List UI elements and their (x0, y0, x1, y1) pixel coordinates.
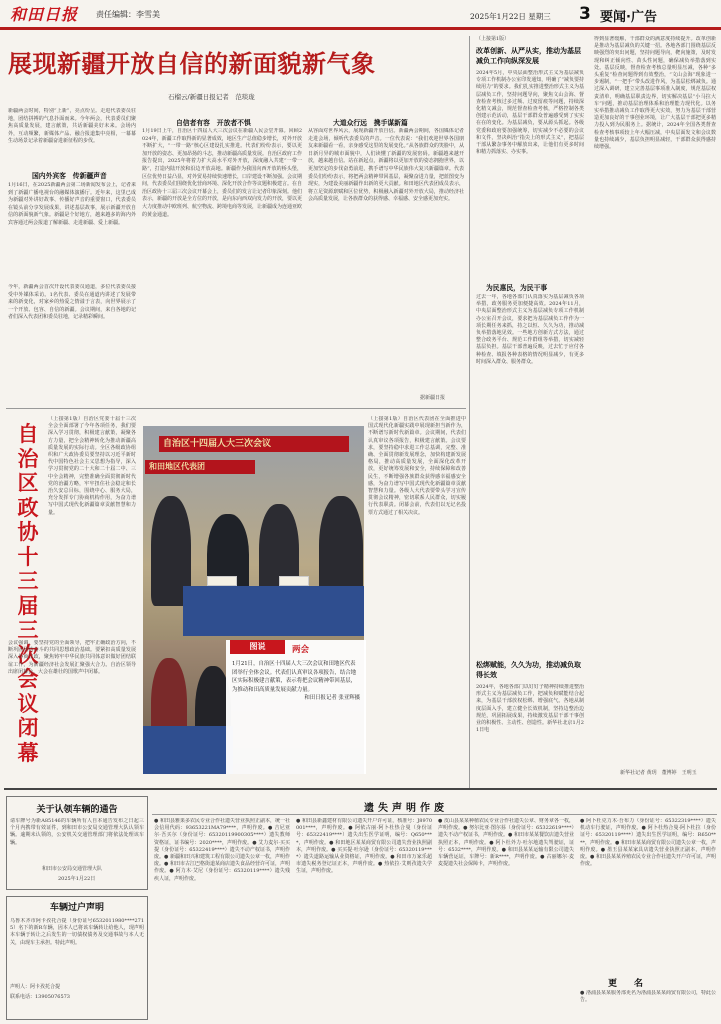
photo-caption (232, 660, 360, 703)
right-credit: 新华社记者 黄玥 董博婷 王明玉 (620, 770, 697, 776)
vertical-title: 自治区政协十三届三次会议闭幕 (17, 422, 39, 765)
lost-notice-col3: ● 皮山县某某种植农民专业合作社遗失公章、财务章各一枚，声明作废。● 努尔比亚·图尔荪（身份证号：65322619****）遗失不动产权证书，声明作废。● 和田市某某餐饮店遗失营业执照正本，声明作废。● 阿卜杜外力·吐尔地遗失驾驶证，证号：6532****，声明作废。● 和田县某某运输有限公司遗失车辆营运证，车牌号：新R****，声明作废。● 古丽娜尔·麦麦提遗失社会保障卡，声明作废。 (438, 818, 574, 868)
caption-tag: 图说 (230, 640, 285, 654)
caption-tag-title: 两会 (292, 645, 310, 655)
section-divider (6, 408, 466, 409)
lost-notice-col1: ● 和田县雅果多农民专业合作社遗失营业执照正副本，统一社会信用代码：93653221MA79****，声明作废。● 吉尼亚尔·吾买尔（身份证号：65320119900305****）遗失教师资格证，证书编号：2020****，声明作废。● 艾力麦尔·买买提（身份证号：65322419****）遗失不动产权证书，声明作废。● 新疆和田兴和建筑工程有限公司遗失公章一枚，声明作废。● 和田市古江巴格街道某商店遗失食品经营许可证，声明作废。● 阿力木·艾尼（身份证号：65320119****）遗失残疾人证，声明作废。 (154, 818, 290, 882)
car-notice-text: 请车牌号为新A85146的车辆所有人自本通告发布之日起三个月内携带有效证件，到和田市公安局交通管理大队认领车辆。逾期未认领的，公安机关交通管理部门将依法处理该车辆。 (10, 818, 144, 846)
transfer-notice-text: 乌鲁木齐市阿卡孜托合提（身份证号6532011980****2715）名下的新R车辆，因本人已将该车辆转让给他人，现声明本车辆于转让之后发生的一切债权债务及交通事故与本人无关，由现车主承担。特此声明。 (10, 918, 144, 946)
cppcc-article-body: 会议强调，要坚持党的全面领导，把牢正确政治方向，不断巩固团结奋斗的共同思想政治基础。要紧扣高质量发展深入协商议政，聚焦铸牢中华民族共同体意识做好团结联谊工作，为新疆经济社会发展汇聚强大合力。自治区领导出席闭幕会。大会在雄壮的国歌声中闭幕。 (8, 640, 136, 675)
car-notice-sign: 和田市公安局交通管理大队 (42, 866, 103, 872)
subheading-1: 国内外宾客 传新疆声音 (32, 172, 107, 180)
newspaper-logo[interactable]: 和田日报 (10, 5, 79, 24)
cppcc-article-intro: （上接第1版）自治区党委十届十三次全会全面部署了今年各项任务，我们要深入学习贯彻，积极建言献策，凝聚各方力量，把全会精神转化为推动新疆高质量发展的实际行动。全区各级政协组织和广大政协委员要坚持以习近平新时代中国特色社会主义思想为指导，深入学习贯彻党的二十大和二十届二中、三中全会精神，完整准确全面贯彻新时代党的治疆方略，牢牢扭住社会稳定和长治久安总目标，围绕中心、服务大局，充分发挥专门协商机构作用，为奋力谱写中国式现代化新疆篇章贡献智慧和力量。 (48, 416, 136, 516)
ad-divider (4, 788, 717, 790)
meeting-table (143, 726, 233, 774)
transfer-notice-sign: 声明人：阿卡孜托合提 (10, 984, 61, 990)
article-source: 据新疆日报 (420, 395, 446, 401)
page-number: 3 (579, 4, 591, 24)
car-notice-date: 2025年1月22日 (58, 876, 96, 882)
transfer-notice-title: 车辆过户声明 (49, 903, 104, 913)
delegation-article: （上接第1版）自治区代表团在全面推进中国式现代化新疆实践中展现新担当新作为，不断谱写新时代新篇章。会议期间，代表们认真审议各项报告，积极建言献策。会议要求，要坚持稳中求进工作总基调，完整、准确、全面贯彻新发展理念，加快构建新发展格局，推动高质量发展，全面深化改革开放，更好统筹发展和安全，持续保障和改善民生，不断增强各族群众获得感幸福感安全感，为奋力谱写中国式现代化新疆篇章贡献智慧和力量。各级人大代表要带头学习宣传贯彻会议精神，密切联系人民群众，切实履行代表职责。闭幕会前，代表们以无记名投票方式通过了相关决议。 (368, 416, 466, 516)
masthead (0, 0, 721, 30)
continued-from: （上接第1版） (476, 36, 510, 42)
photo-banner-1: 自治区十四届人大三次会议 (159, 436, 349, 452)
name-placard (279, 576, 309, 586)
caption-body: 1月21日，自治区十四届人大三次会议和田地区代表团举行全体会议。代表们认真审议各项报告，结合地区实际积极建言献策，表示将把会议精神带回基层，为推动和田高质量发展贡献力量。 (232, 661, 356, 693)
lost-notice-col4: ● 阿卜杜克力木·吾布力（身份证号：65322319****）遗失机动车行驶证，声明作废。● 阿卜杜热合曼·阿卜杜拉（身份证号：65320119****）遗失出生医学证明，编号：R650****，声明作废。● 和田市某某商贸有限公司遗失公章一枚，声明作废。● 墨玉县某某家具店遗失营业执照正副本，声明作废。● 和田县某某养殖农民专业合作社遗失开户许可证，声明作废。 (580, 818, 716, 868)
responsible-editor: 责任编辑：李雪美 (96, 10, 160, 19)
lost-notice-title: 遗失声明作废 (364, 803, 448, 814)
column-divider (469, 36, 470, 788)
meeting-table (183, 586, 364, 636)
article-col1-bottom: 今年，新疆两会首次开设代表委员通道，多位代表委员接受中外媒体采访。1名代表、委员在通道内讲述了发展带来的新变化，对家乡的热爱之情溢于言表，向世界展示了一个开放、包容、自信的新疆。会议期间，来自各地的记者们深入代表团和委员驻地，记录精彩瞬间。 (8, 284, 136, 321)
article-col1-top: 新疆两会时间，特别“上新”，亮点纷呈。走进代表委员驻地，团结拼搏的气息扑面而来。今年两会，代表委员们聚焦高质量发展，建言献策，共话新疆美好未来。会场内外，互动频繁，新媒体产品、融合报道集中亮相，一幕幕生动场景记录着新疆奋进新征程的步伐。 (8, 108, 136, 145)
rename-notice-title: 更 名 (608, 979, 648, 989)
rename-notice-text: ● 洛浦县某某服务部更名为洛浦县某某商贸有限公司，特此公告。 (580, 990, 716, 1004)
subheading-3: 大道众行远 携手谋新篇 (333, 119, 408, 127)
right-article-3: 2024年，各地各部门以钉钉子精神持续推进整治形式主义为基层减负工作，把减负和赋能结合起来，为基层干部放权松绑、增强底气。各地从制度层面入手，建立健全长效机制，坚持边整治边规范，巩固拓展成果，持续激发基层干部干事创业的积极性、主动性、创造性。新华社北京1月21日电 (476, 684, 584, 734)
article-col1-mid: 1月16日，在2025新疆两会第二场新闻发布会上，记者来到了新疆广播电视台的融媒体演播厅。近年来，这里已成为新疆对外讲好故事、传播好声音的重要窗口，代表委员在镜头前分享发展成果，讲述基层故事，展示新疆开放自信的新面貌新气象。新疆是个好地方，越来越多的海内外宾客通过两会报道了解新疆、走进新疆、爱上新疆。 (8, 182, 136, 226)
subheading-2: 自信者有容 开放者不惧 (176, 119, 251, 127)
lost-notice-rule (152, 814, 717, 815)
main-headline: 展现新疆开放自信的新面貌新气象 (8, 50, 376, 78)
article-col3: 从容面对世界风云，展现新疆开放自信。新疆两会期间，各国媒体记者走进会场，倾听代表委员的声音。一位代表说：“我们欢迎世界各国朋友来新疆看一看，亲身感受这里的发展变化。”从各族群众的笑脸中，从日新月异的城市面貌中，人们读懂了新疆的发展密码。新疆越来越开放，越来越自信。站在新起点，新疆将以更加开放的姿态拥抱世界，以更加坚定的步伐奋勇前进，携手谱写中华民族伟大复兴新疆篇章。代表委员们纷纷表示，将把两会精神带回基层，凝聚奋进力量，把蓝图变为现实，为建设美丽新疆作出新的更大贡献。和田地区代表团成员表示，将立足资源禀赋和区位优势，积极融入新疆对外开放大局，推动经济社会高质量发展，让各族群众的获得感、幸福感、安全感更加充实。 (308, 128, 464, 203)
right-subheading-3: 松绑赋能，久久为功，推动减负取得长效 (476, 661, 581, 679)
issue-date: 2025年1月22日 星期三 (470, 12, 551, 21)
right-subheading-1: 改革创新、从严从实，推动为基层减负工作向纵深发展 (476, 47, 581, 65)
transfer-notice-phone: 联系电话：13905076573 (10, 994, 70, 1000)
right-subheading-2: 为民惠民，为民干事 (486, 284, 548, 292)
right-article-2: 过去一年，各地各部门认真落实为基层减负各项举措，政务服务更加便捷高效。2024年11月，中央层面整治形式主义为基层减负专项工作机制办公室召开会议，要求把为基层减负工作作为一项长期任务来抓，持之以恒、久久为功，推动减负举措落地见效。一些地方创新方式方法，通过整合政务平台、规范工作群组等举措，切实减轻基层负担。基层干部普遍反映，过去忙于应付各种检查、填报各种表格的情况明显减少，有更多时间深入群众、服务群众。 (476, 294, 584, 365)
section-title: 要闻·广告 (600, 10, 657, 25)
name-placard (207, 576, 237, 586)
caption-credit: 和田日报记者 张亚辉摄 (304, 695, 360, 702)
lost-notice-col2: ● 和田县新鑫建材有限公司遗失开户许可证，核准号：J8970001****，声明作废。● 阿依古丽·阿卜杜热合曼（身份证号：65322419****）遗失出生医学证明，编号：Q650****，声明作废。● 和田地区某某商贸有限公司遗失营业执照副本，声明作废。● 买买提·吐尔逊（身份证号：65320119****）遗失道路运输从业资格证，声明作废。● 和田市万家乐超市遗失税务登记证正本，声明作废。● 热依拉·艾则孜遗失学生证，声明作废。 (296, 818, 432, 875)
right-article-1: 2024年5月，中央层面整治形式主义为基层减负专项工作机制办公室印发通知，明确了“减负要持续用力”的要求。我们扎实推进整治形式主义为基层减负工作，坚持问题导向，聚焦文山会海、督查检查考核过多过频、过度留痕等问题，持续深化精文减会，规范督查检查考核，严格控制各类创建示范活动，基层干部群众普遍感受到了实实在在的变化。为基层减负，要从源头抓起。各级党委和政府要加强统筹，切实减少不必要的会议和文件，坚决纠治“指尖上的形式主义”，把基层干部从繁杂事务中解放出来，让他们有更多时间和精力抓落实、办实事。 (476, 70, 584, 156)
article-col2: 1月19日上午，自治区十四届人大三次会议在新疆人民会堂开幕。回顾2024年，新疆工作取得新的显著成效，地区生产总值稳步增长，对外开放不断扩大，“一带一路”核心区建设扎实推进。代表们纷纷表示，要以更加开放的姿态、更加昂扬的斗志，推动新疆高质量发展。自治区政府工作报告提出，2025年将着力扩大高水平对外开放，深度融入共建“一带一路”，打造内陆开放和沿边开放高地。新疆作为我国向西开放的桥头堡，区位优势日益凸显，对外贸易持续快速增长，口岸建设不断加强。会议期间，代表委员们围绕优化营商环境、深化开放合作等议题积极建言。在自治区政协十三届三次会议开幕会上，委员们的发言让记者印象深刻。他们表示，新疆的开放是全方位的开放，是向东向西双向发力的开放，要以更大力度推动中欧班列、航空物流、跨境电商等发展，让新疆成为连通亚欧的黄金通道。 (142, 128, 302, 218)
right-article-4: 得到显著缓解，干部群众的满意度持续提升。改革创新是推动为基层减负的关键一招。各地各部门围绕基层反映强烈的突出问题，坚持问题导向，靶向施策，及时发现和纠正倾向性、苗头性问题，确保减负举措落到实处。基层反映，督查检查考核总量明显压减，各种“多头重复”检查问题得到有效整治，“文山会海”现象进一步遏制，“一把手”带头改进作风，为基层松绑减负。通过深入调研，建立完善基层事项准入制度，规范基层权责清单，明确基层职责边界，切实解决基层“小马拉大车”问题，推动基层治理体系和治理能力现代化。以务实举措推动减负工作取得更大实效，努力为基层干部营造更加良好的干事创业环境，让广大基层干部把更多精力投入到为民服务上。据统计，2024年全国各类督查检查考核事项较上年大幅压减，中央层面发文和会议数量也持续减少，基层负担明显减轻，干部群众获得感持续增强。 (594, 36, 716, 151)
photo-banner-2: 和田地区代表团 (145, 460, 255, 474)
byline: 石榴云/新疆日报记者 范琰珑 (168, 93, 255, 101)
car-notice-title: 关于认领车辆的通告 (36, 805, 118, 815)
